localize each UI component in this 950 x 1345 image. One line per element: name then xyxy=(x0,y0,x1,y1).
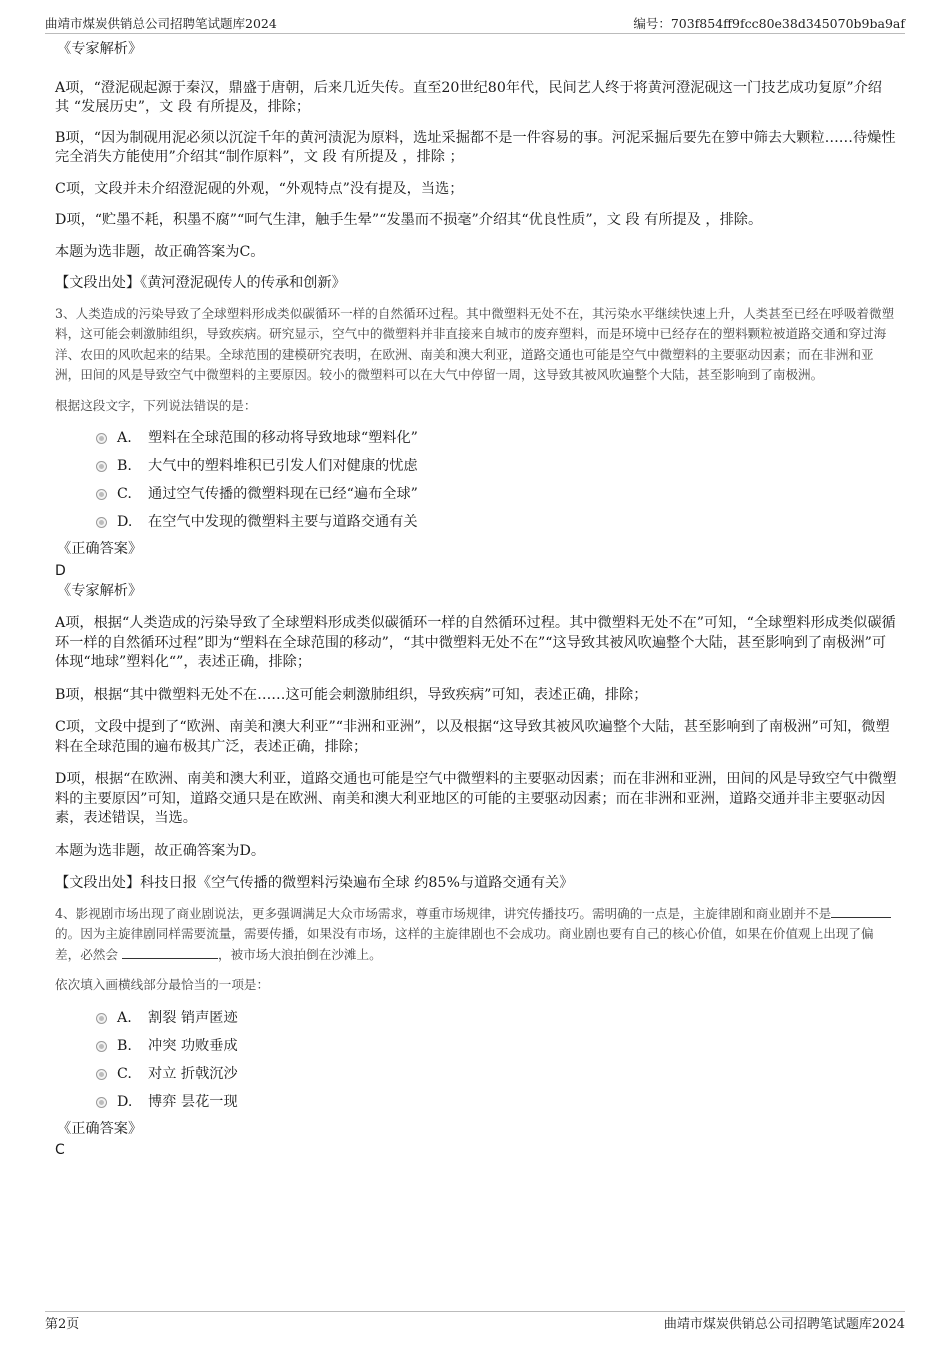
q4-option-a[interactable] xyxy=(55,1004,897,1032)
q4-option-c[interactable] xyxy=(55,1060,897,1088)
q3-source: 【文段出处】科技日报《空气传播的微塑料污染遍布全球 约85%与道路交通有关》 xyxy=(55,875,574,891)
q4-stem-part3: ，被市场大浪拍倒在沙滩上。 xyxy=(217,946,382,962)
page-header xyxy=(45,12,905,32)
radio-button[interactable] xyxy=(96,1013,107,1024)
option-letter: B. xyxy=(117,1037,132,1054)
q3-conclusion: 本题为选非题，故正确答案为D。 xyxy=(55,842,266,859)
option-text: 割裂 销声匿迹 xyxy=(148,1009,238,1026)
q3-analysis-label: 《专家解析》 xyxy=(57,582,143,599)
q3-option-d[interactable] xyxy=(55,508,897,536)
option-text: 塑料在全球范围的移动将导致地球“塑料化” xyxy=(148,430,418,446)
q3-option-b[interactable] xyxy=(55,452,897,480)
q3-question: 根据这段文字，下列说法错误的是： xyxy=(55,397,257,413)
radio-button[interactable] xyxy=(96,1041,107,1052)
option-letter: C. xyxy=(117,1065,132,1082)
page-number: 第2页 xyxy=(45,1317,80,1332)
q2-analysis-c: C项，文段并未介绍澄泥砚的外观，“外观特点”没有提及，当选； xyxy=(55,180,464,197)
q3-analysis-a: A项，根据“人类造成的污染导致了全球塑料形成类似碳循环一样的自然循环过程。其中微塑料无处不在”可知，“全球塑料形成类似碳循环一样的自然循环过程”即为“塑料在全球范围的移动”，“其中微塑料无处不在”“这导致其被风吹遍整个大陆，甚至影响到了南极洲”可体现“地球”塑料化“”，表述正确，排除； xyxy=(55,615,896,670)
q3-analysis-b: B项，根据“其中微塑料无处不在……这可能会刺激肺组织，导致疾病”可知，表述正确，排除； xyxy=(55,686,648,703)
option-text: 大气中的塑料堆积已引发人们对健康的忧虑 xyxy=(148,458,418,474)
q2-analysis-b: B项，“因为制砚用泥必须以沉淀千年的黄河渍泥为原料，选址采掘都不是一件容易的事。河泥采掘后要先在箩中筛去大颗粒……待燥性完全消失方能使用”介绍其“制作原料”，文 段 有所提及 ，排除 ； xyxy=(55,129,896,165)
q3-answer: D xyxy=(55,562,66,579)
q3-stem: 3、人类造成的污染导致了全球塑料形成类似碳循环一样的自然循环过程。其中微塑料无处不在，其污染水平继续快速上升，人类甚至已经在呼吸着微塑料，这可能会刺激肺组织，导致疾病。研究显示，空气中的微塑料并非直接来自城市的废弃塑料，而是环境中已经存在的塑料颗粒被道路交通和穿过海洋、农田的风吹起来的结果。全球范围的建模研究表明，在欧洲、南美和澳大利亚，道路交通也可能是空气中微塑料的主要驱动因素；而在非洲和亚洲，田间的风是导致空气中微塑料的主要原因。较小的微塑料可以在大气中停留一周，这导致其被风吹遍整个大陆，甚至影响到了南极洲。 xyxy=(55,305,895,382)
q3-option-c[interactable] xyxy=(55,480,897,508)
option-letter: D. xyxy=(117,1093,133,1110)
q3-option-a[interactable] xyxy=(55,424,897,452)
footer-divider xyxy=(45,1311,905,1312)
q2-source: 【文段出处】《黄河澄泥砚传人的传承和创新》 xyxy=(55,275,346,291)
q4-answer: C xyxy=(55,1142,65,1158)
document-body xyxy=(55,40,897,1159)
option-letter: D. xyxy=(117,514,133,530)
option-text: 对立 折戟沉沙 xyxy=(148,1065,238,1082)
option-text: 博弈 昙花一现 xyxy=(148,1093,238,1110)
q2-analysis-a: A项，“澄泥砚起源于秦汉，鼎盛于唐朝，后来几近失传。直至20世纪80年代，民间艺人终于将黄河澄泥砚这一门技艺成功复原”介绍 其 “发展历史”，文 段 有所提及，排除； xyxy=(55,79,882,115)
q2-conclusion: 本题为选非题，故正确答案为C。 xyxy=(55,243,265,260)
q3-analysis-c: C项，文段中提到了“欧洲、南美和澳大利亚”“非洲和亚洲”，以及根据“这导致其被风吹遍整个大陆，甚至影响到了南极洲”可知，微塑料在全球范围的遍布极其广泛，表述正确，排除； xyxy=(55,719,890,755)
option-text: 在空气中发现的微塑料主要与道路交通有关 xyxy=(148,514,418,530)
header-title: 曲靖市煤炭供销总公司招聘笔试题库2024 xyxy=(45,16,277,31)
radio-button[interactable] xyxy=(96,433,107,444)
option-letter: A. xyxy=(117,430,132,446)
option-text: 冲突 功败垂成 xyxy=(148,1037,238,1054)
radio-button[interactable] xyxy=(96,1069,107,1080)
q4-option-d[interactable] xyxy=(55,1088,897,1116)
q2-analysis-label: 《专家解析》 xyxy=(57,41,143,57)
header-code: 编号：703f854ff9fcc80e38d345070b9ba9af xyxy=(633,16,905,31)
q4-option-b[interactable] xyxy=(55,1032,897,1060)
q4-options xyxy=(55,1004,897,1116)
q4-answer-label: 《正确答案》 xyxy=(57,1120,143,1137)
q3-options xyxy=(55,424,897,536)
q2-analysis-d: D项，“贮墨不耗，积墨不腐”“呵气生津，触手生晕”“发墨而不损毫”介绍其“优良性质”，文 段 有所提及 ，排除。 xyxy=(55,212,763,228)
header-divider xyxy=(45,33,905,34)
q4-stem-part1: 4、影视剧市场出现了商业剧说法，更多强调满足大众市场需求，尊重市场规律，讲究传播技巧。需明确的一点是，主旋律剧和商业剧并不是 xyxy=(55,905,832,921)
q4-question: 依次填入画横线部分最恰当的一项是： xyxy=(55,977,270,992)
q3-answer-label: 《正确答案》 xyxy=(57,541,143,557)
option-letter: B. xyxy=(117,458,132,474)
q4-stem xyxy=(55,904,897,966)
q4-blank-1 xyxy=(831,905,891,918)
q4-stem-part2: 的。因为主旋律剧同样需要流量，需要传播，如果没有市场，这样的主旋律剧也不会成功。商业剧也要有自己的核心价值，如果在价值观上出现了偏差，必然会 xyxy=(55,926,874,962)
q4-blank-2 xyxy=(122,946,218,959)
q3-analysis-d: D项，根据“在欧洲、南美和澳大利亚，道路交通也可能是空气中微塑料的主要驱动因素；而在非洲和亚洲，田间的风是导致空气中微塑料的主要原因”可知，道路交通只是在欧洲、南美和澳大利亚地区的可能的主要驱动因素；而在非洲和亚洲，道路交通并非主要驱动因素，表述错误，当选。 xyxy=(55,771,897,826)
footer-title: 曲靖市煤炭供销总公司招聘笔试题库2024 xyxy=(663,1317,905,1332)
option-letter: A. xyxy=(117,1009,132,1026)
option-letter: C. xyxy=(117,486,132,502)
radio-button[interactable] xyxy=(96,517,107,528)
option-text: 通过空气传播的微塑料现在已经“遍布全球” xyxy=(148,486,418,502)
radio-button[interactable] xyxy=(96,1097,107,1108)
radio-button[interactable] xyxy=(96,461,107,472)
radio-button[interactable] xyxy=(96,489,107,500)
